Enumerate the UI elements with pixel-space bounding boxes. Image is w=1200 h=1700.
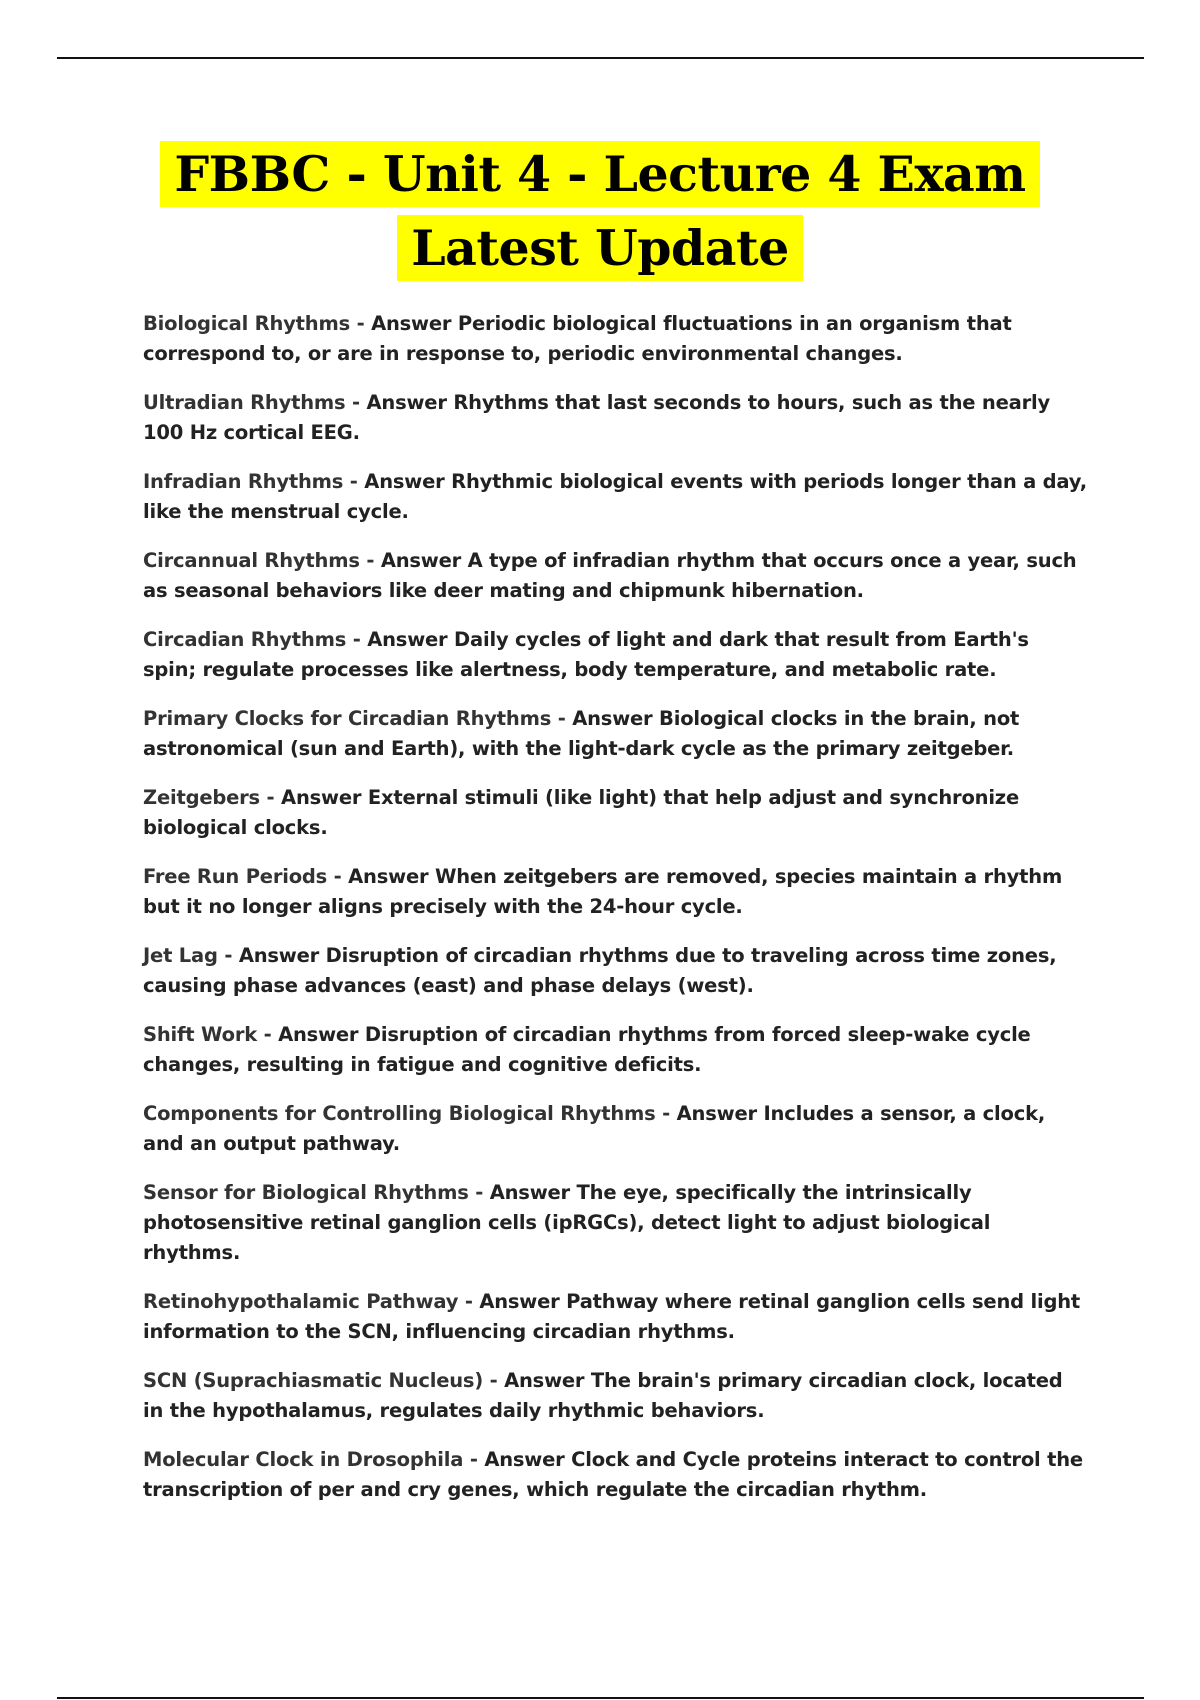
top-divider — [57, 57, 1144, 59]
entry-term: Infradian Rhythms — [143, 470, 344, 493]
entry-term: Circadian Rhythms — [143, 628, 347, 651]
entry-answer: Answer Disruption of circadian rhythms from forced sleep-wake cycle changes, resulting in fatigue and cognitive deficits. — [143, 1023, 1031, 1076]
entry-term: Ultradian Rhythms — [143, 391, 346, 414]
entry-answer: Answer A type of infradian rhythm that occurs once a year, such as seasonal behaviors like deer mating and chipmunk hibernation. — [143, 549, 1077, 602]
entry-answer: Answer The eye, specifically the intrinsically photosensitive retinal ganglion cells (ipRGCs), detect light to adjust biological rhythms. — [143, 1181, 991, 1264]
entry-answer: Answer Daily cycles of light and dark that result from Earth's spin; regulate processes like alertness, body temperature, and metabolic rate. — [143, 628, 1029, 681]
bottom-divider — [57, 1697, 1144, 1699]
flashcard-list — [143, 309, 1088, 1524]
title-line-2: Latest Update — [397, 215, 803, 281]
entry-term: Components for Controlling Biological Rhythms — [143, 1102, 656, 1125]
entry-answer: Answer Disruption of circadian rhythms due to traveling across time zones, causing phase advances (east) and phase delays (west). — [143, 944, 1057, 997]
entry-answer: Answer The brain's primary circadian clock, located in the hypothalamus, regulates daily rhythmic behaviors. — [143, 1369, 1063, 1422]
list-item: Biological Rhythms - Answer Periodic biological fluctuations in an organism that correspond to, or are in response to, periodic environmental changes. — [143, 312, 1012, 365]
entry-answer: Answer Pathway where retinal ganglion cells send light information to the SCN, influencing circadian rhythms. — [143, 1290, 1081, 1343]
list-item: Molecular Clock in Drosophila - Answer Clock and Cycle proteins interact to control the transcription of per and cry genes, which regulate the circadian rhythm. — [143, 1448, 1083, 1501]
list-item: SCN (Suprachiasmatic Nucleus) - Answer The brain's primary circadian clock, located in the hypothalamus, regulates daily rhythmic behaviors. — [143, 1369, 1063, 1422]
entry-term: Retinohypothalamic Pathway — [143, 1290, 459, 1313]
entry-term: Zeitgebers — [143, 786, 260, 809]
entry-answer: Answer Rhythmic biological events with periods longer than a day, like the menstrual cycle. — [143, 470, 1087, 523]
entry-term: Sensor for Biological Rhythms — [143, 1181, 469, 1204]
entry-answer: Answer Periodic biological fluctuations in an organism that correspond to, or are in response to, periodic environmental changes. — [143, 312, 1012, 365]
list-item: Zeitgebers - Answer External stimuli (like light) that help adjust and synchronize biological clocks. — [143, 786, 1019, 839]
entry-answer: Answer Includes a sensor, a clock, and an output pathway. — [143, 1102, 1046, 1155]
list-item: Jet Lag - Answer Disruption of circadian rhythms due to traveling across time zones, causing phase advances (east) and phase delays (west). — [143, 944, 1057, 997]
entry-term: SCN (Suprachiasmatic Nucleus) — [143, 1369, 484, 1392]
list-item: Sensor for Biological Rhythms - Answer The eye, specifically the intrinsically photosensitive retinal ganglion cells (ipRGCs), detect light to adjust biological rhythms. — [143, 1181, 991, 1264]
list-item: Free Run Periods - Answer When zeitgebers are removed, species maintain a rhythm but it no longer aligns precisely with the 24-hour cycle. — [143, 865, 1063, 918]
list-item: Circadian Rhythms - Answer Daily cycles of light and dark that result from Earth's spin; regulate processes like alertness, body temperature, and metabolic rate. — [143, 628, 1029, 681]
entry-term: Circannual Rhythms — [143, 549, 360, 572]
list-item: Shift Work - Answer Disruption of circadian rhythms from forced sleep-wake cycle changes, resulting in fatigue and cognitive deficits. — [143, 1023, 1031, 1076]
list-item: Components for Controlling Biological Rhythms - Answer Includes a sensor, a clock, and an output pathway. — [143, 1102, 1046, 1155]
entry-answer: Answer When zeitgebers are removed, species maintain a rhythm but it no longer aligns precisely with the 24-hour cycle. — [143, 865, 1063, 918]
list-item: Primary Clocks for Circadian Rhythms - Answer Biological clocks in the brain, not astronomical (sun and Earth), with the light-dark cycle as the primary zeitgeber. — [143, 707, 1020, 760]
entry-term: Biological Rhythms — [143, 312, 350, 335]
entry-answer: Answer External stimuli (like light) that help adjust and synchronize biological clocks. — [143, 786, 1019, 839]
list-item: Infradian Rhythms - Answer Rhythmic biological events with periods longer than a day, like the menstrual cycle. — [143, 470, 1087, 523]
entry-answer: Answer Clock and Cycle proteins interact to control the transcription of per and cry genes, which regulate the circadian rhythm. — [143, 1448, 1083, 1501]
entry-term: Primary Clocks for Circadian Rhythms — [143, 707, 552, 730]
title-line-1: FBBC - Unit 4 - Lecture 4 Exam — [160, 141, 1039, 207]
list-item: Circannual Rhythms - Answer A type of infradian rhythm that occurs once a year, such as seasonal behaviors like deer mating and chipmunk hibernation. — [143, 549, 1077, 602]
list-item: Ultradian Rhythms - Answer Rhythms that last seconds to hours, such as the nearly 100 Hz cortical EEG. — [143, 391, 1050, 444]
list-item: Retinohypothalamic Pathway - Answer Pathway where retinal ganglion cells send light information to the SCN, influencing circadian rhythms. — [143, 1290, 1081, 1343]
entry-term: Jet Lag — [143, 944, 218, 967]
entry-answer: Answer Biological clocks in the brain, not astronomical (sun and Earth), with the light-dark cycle as the primary zeitgeber. — [143, 707, 1020, 760]
entry-answer: Answer Rhythms that last seconds to hours, such as the nearly 100 Hz cortical EEG. — [143, 391, 1050, 444]
entry-term: Molecular Clock in Drosophila — [143, 1448, 464, 1471]
page-title — [0, 141, 1200, 281]
entry-term: Free Run Periods — [143, 865, 328, 888]
entry-term: Shift Work — [143, 1023, 258, 1046]
